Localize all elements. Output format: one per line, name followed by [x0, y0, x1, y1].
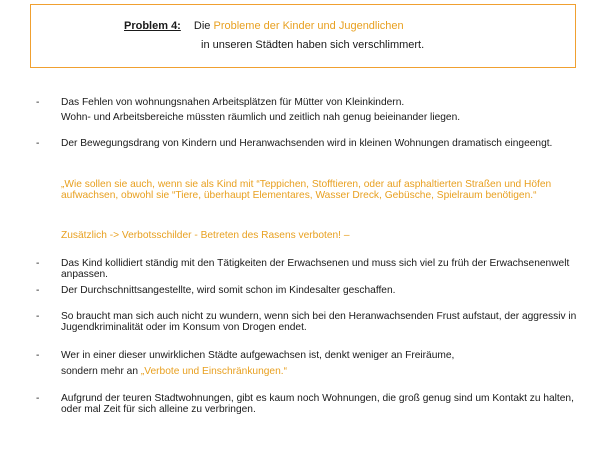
bullet-dash: - — [36, 350, 40, 361]
bullet-dash: - — [36, 138, 40, 149]
title-highlight: Probleme der Kinder und Jugendlichen — [213, 20, 404, 32]
bullet-item-prohibitions — [61, 366, 591, 377]
prohibitions-highlight: „Verbote und Einschränkungen.“ — [140, 366, 287, 377]
title-line-2: in unseren Städten haben sich verschlimmert. — [201, 39, 425, 51]
bullet-item-average-employee: Der Durchschnittsangestellte, wird somit schon im Kindesalter geschaffen. — [61, 285, 396, 296]
bullet-item-frustration: So braucht man sich auch nicht zu wundern, wenn sich bei den Heranwachsenden Frust aufstaut, der aggressiv in Jugendkriminalität oder im Konsum von Drogen endet. — [61, 311, 577, 333]
quote-text: „Wie sollen sie auch, wenn sie als Kind mit “Teppichen, Stofftieren, oder auf asphaltierten Straßen und Höfen aufwachsen, obwohl sie “Tiere, überhaupt Elementares, Wasser Dreck, Gebüsche, Spielraum benötigen.“ — [61, 179, 552, 201]
bullet-dash: - — [36, 311, 40, 322]
bullet-item-living-work: Wohn- und Arbeitsbereiche müssten räumlich und zeitlich nah genug beieinander liegen. — [61, 112, 461, 123]
bullet-dash: - — [36, 285, 40, 296]
bullet-item-expensive-flats: Aufgrund der teuren Stadtwohnungen, gibt es kaum noch Wohnungen, die groß genug sind um Kontakt zu halten, oder mal Zeit für sich alleine zu verbringen. — [61, 393, 574, 415]
signs-text: Zusätzlich -> Verbotsschilder - Betreten des Rasens verboten! – — [61, 230, 350, 241]
bullet-item-movement: Der Bewegungsdrang von Kindern und Heranwachsenden wird in kleinen Wohnungen dramatisch eingeengt. — [61, 138, 553, 149]
bullet-dash: - — [36, 258, 40, 269]
bullet-item-workplaces: Das Fehlen von wohnungsnahen Arbeitsplätzen für Mütter von Kleinkindern. — [61, 97, 405, 108]
bullet-item-collision: Das Kind kollidiert ständig mit den Tätigkeiten der Erwachsenen und muss sich viel zu früh der Erwachsenenwelt anpassen. — [61, 258, 570, 280]
bullet-item-cities: Wer in einer dieser unwirklichen Städte aufgewachsen ist, denkt weniger an Freiräume, — [61, 350, 455, 361]
title-word-die: Die — [193, 20, 214, 32]
prohibitions-lead: sondern mehr an — [61, 366, 141, 377]
bullet-dash: - — [36, 393, 40, 404]
problem-label: Problem 4: — [124, 20, 181, 32]
bullet-dash: - — [36, 97, 40, 108]
